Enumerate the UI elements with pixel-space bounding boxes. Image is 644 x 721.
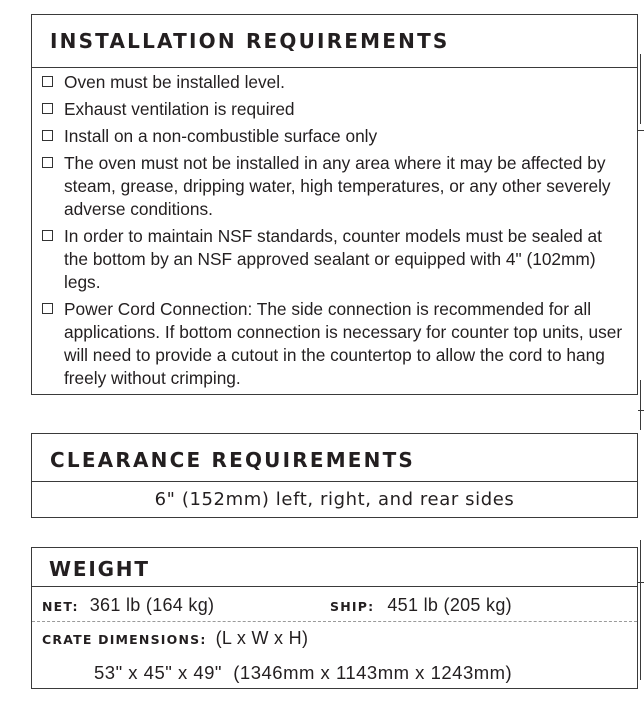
checklist-item-text: Exhaust ventilation is required [64, 99, 295, 119]
checkbox[interactable] [42, 76, 53, 87]
checklist-item-text: Install on a non-combustible surface only [64, 126, 378, 146]
clearance-text: 6" (152mm) left, right, and rear sides [154, 489, 515, 510]
checkbox[interactable] [42, 130, 53, 141]
checklist-item-text: Power Cord Connection: The side connection is recommended for all applications. If bottom connection is necessary for counter top units, user will need to provide a cutout in the countertop to allow the cord to hang freely without crimping. [64, 299, 623, 388]
checklist-item-text: Oven must be installed level. [64, 72, 285, 92]
installation-header [32, 15, 637, 68]
ship-value: 451 lb (205 kg) [387, 595, 512, 615]
clearance-header [32, 434, 637, 482]
checklist-item-text: The oven must not be installed in any area where it may be affected by steam, grease, dripping water, high temperatures, or any other severely adverse conditions. [64, 153, 611, 219]
ship-label: SHIP: [330, 599, 375, 614]
net-label: NET: [42, 599, 79, 614]
crate-label: CRATE DIMENSIONS: [42, 632, 207, 647]
checklist-item-text: In order to maintain NSF standards, counter models must be sealed at the bottom by an NSF approved sealant or equipped with 4" (102mm) legs. [64, 226, 602, 292]
installation-title: INSTALLATION REQUIREMENTS [50, 29, 450, 53]
net-weight-row [42, 595, 214, 616]
ship-weight-row [330, 595, 512, 616]
checklist-item [42, 298, 623, 390]
weight-header [32, 548, 637, 587]
installation-checklist [32, 68, 637, 390]
page-edge-line [640, 540, 641, 680]
page-edge-tick [638, 410, 644, 411]
crate-unit: (L x W x H) [215, 628, 309, 648]
checklist-item [42, 71, 623, 94]
page-edge-tick [638, 582, 644, 583]
checkbox[interactable] [42, 230, 53, 241]
crate-dimensions-value: 53" x 45" x 49" (1346mm x 1143mm x 1243mm) [94, 662, 513, 683]
checklist-item [42, 125, 623, 148]
checkbox[interactable] [42, 303, 53, 314]
checkbox[interactable] [42, 103, 53, 114]
checkbox[interactable] [42, 157, 53, 168]
checklist-item [42, 98, 623, 121]
installation-requirements-section [31, 14, 638, 395]
clearance-requirements-section [31, 433, 638, 518]
crate-dimensions-row [42, 628, 308, 649]
page-edge-tick [638, 130, 644, 131]
checklist-item [42, 152, 623, 221]
weight-title: WEIGHT [49, 557, 150, 581]
weight-section [31, 547, 638, 689]
net-value: 361 lb (164 kg) [89, 595, 215, 615]
page-edge-line [640, 54, 641, 124]
checklist-item [42, 225, 623, 294]
clearance-title: CLEARANCE REQUIREMENTS [50, 448, 416, 472]
dashed-divider [32, 621, 637, 622]
page-edge-line [640, 380, 641, 430]
crate-dimensions-value-row [94, 662, 512, 684]
